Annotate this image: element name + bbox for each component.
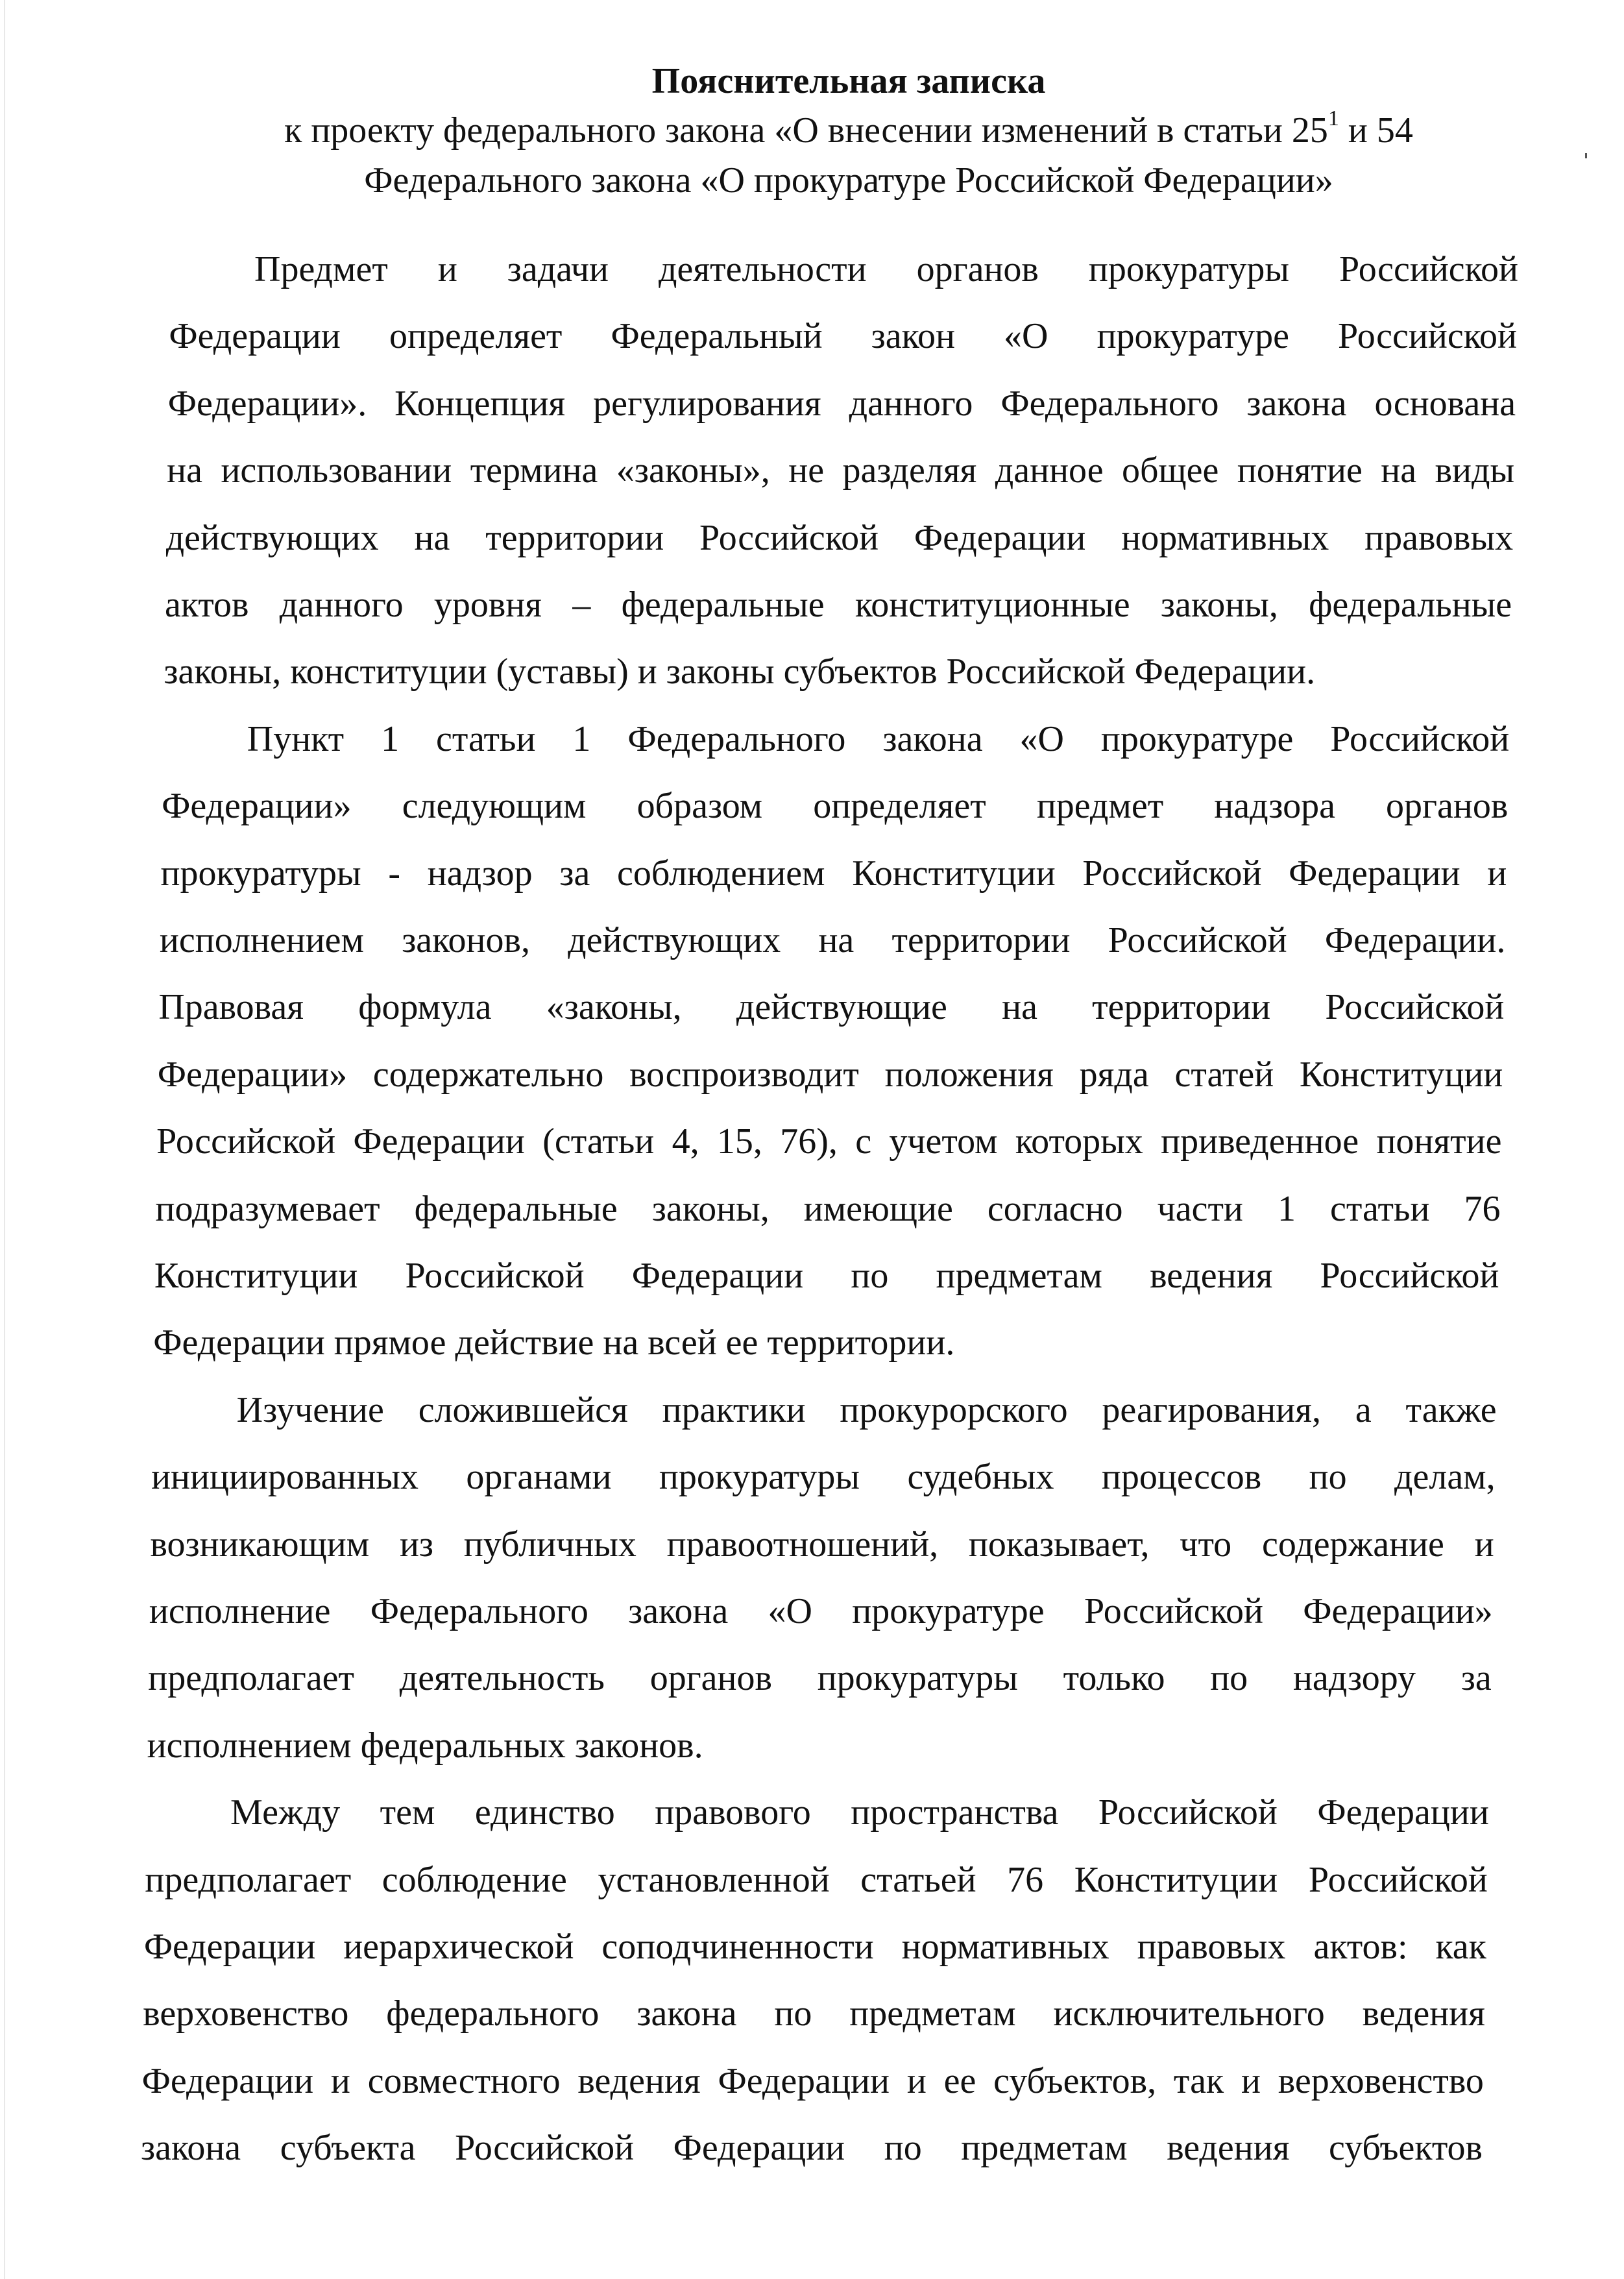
body-line: предполагает соблюдение установленной статьей 76 Конституции Российской [145,1859,1488,1900]
body-line: Пункт 1 статьи 1 Федерального закона «О прокуратуре Российской [247,718,1510,759]
body-line: Федерации иерархической соподчиненности нормативных правовых актов: как [143,1927,1486,1967]
body-line: предполагает деятельность органов прокуратуры только по надзору за [148,1658,1492,1699]
body-line: Правовая формула «законы, действующие на территории Российской [158,987,1505,1028]
document-subtitle-line-2: Федерального закона «О прокуратуре Российской Федерации» [364,160,1333,201]
body-line: Федерации». Концепция регулирования данного Федерального закона основана [167,383,1516,424]
body-line: Конституции Российской Федерации по предметам ведения Российской [154,1256,1499,1296]
body-line: исполнением законов, действующих на территории Российской Федерации. [159,920,1506,960]
superscript: 1 [1327,106,1339,131]
body-line: законы, конституции (уставы) и законы субъектов Российской Федерации. [164,652,1316,692]
body-line: Федерации» содержательно воспроизводит положения ряда статей Конституции [157,1054,1503,1095]
body-line: действующих на территории Российской Федерации нормативных правовых [165,517,1514,558]
body-line: Федерации и совместного ведения Федерации и ее субъектов, так и верховенство [141,2060,1484,2101]
body-line: прокуратуры - надзор за соблюдением Конституции Российской Федерации и [160,853,1507,894]
body-line: Изучение сложившейся практики прокурорского реагирования, а также [236,1389,1497,1430]
document-title: Пояснительная записка [651,61,1046,101]
body-line: исполнение Федерального закона «О прокуратуре Российской Федерации» [149,1591,1493,1631]
body-line: Российской Федерации (статьи 4, 15, 76), с учетом которых приведенное понятие [156,1121,1502,1162]
subtitle-text: к проекту федерального закона «О внесении изменений в статьи 25 [284,110,1328,151]
body-line: исполнением федеральных законов. [147,1725,703,1766]
body-line: Предмет и задачи деятельности органов прокуратуры Российской [254,249,1518,289]
body-line: закона субъекта Российской Федерации по предметам ведения субъектов [141,2128,1483,2169]
body-line: возникающим из публичных правоотношений, показывает, что содержание и [150,1524,1494,1565]
document-subtitle-line-1 [0,108,1624,153]
body-line: на использовании термина «законы», не разделяя данное общее понятие на виды [167,450,1515,491]
body-line: инициированных органами прокуратуры судебных процессов по делам, [151,1457,1496,1498]
body-line: Федерации прямое действие на всей ее территории. [153,1322,955,1363]
scan-edge-line [4,0,5,2279]
body-line: актов данного уровня – федеральные конституционные законы, федеральные [164,585,1512,625]
body-line: Федерации» следующим образом определяет предмет надзора органов [162,786,1509,827]
body-line: подразумевает федеральные законы, имеющие согласно части 1 статьи 76 [155,1188,1501,1229]
body-line: верховенство федерального закона по предметам исключительного ведения [143,1993,1485,2034]
body-line: Федерации определяет Федеральный закон «О прокуратуре Российской [169,316,1518,357]
body-line: Между тем единство правового пространства Российской Федерации [230,1792,1489,1833]
subtitle-text-end: и 54 [1339,110,1413,151]
